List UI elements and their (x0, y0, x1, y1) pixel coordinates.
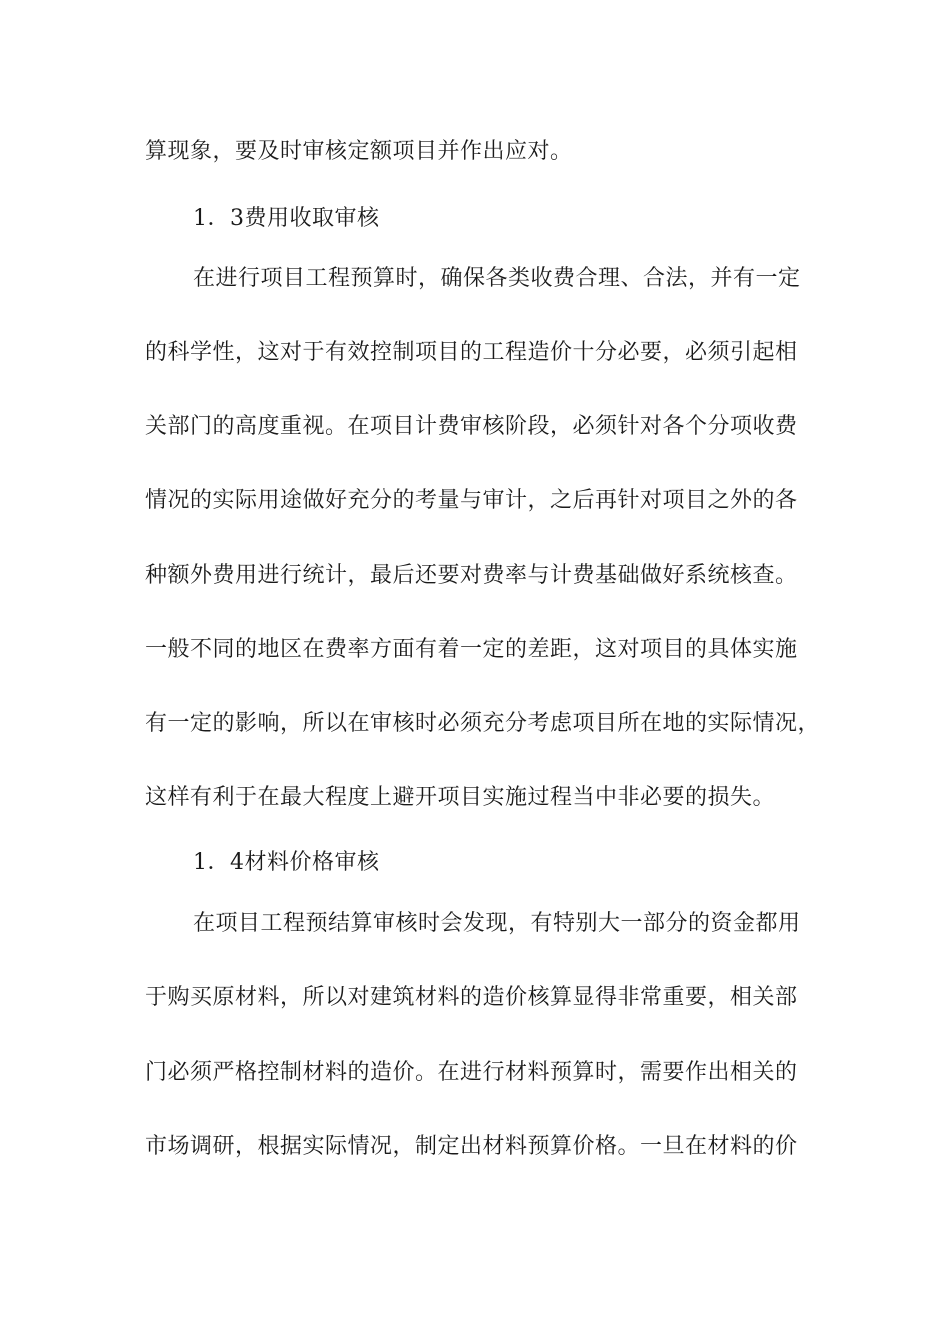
paragraph-line: 算现象，要及时审核定额项目并作出应对。 (145, 139, 573, 164)
paragraph-line: 有一定的影响，所以在审核时必须充分考虑项目所在地的实际情况， (145, 711, 821, 736)
paragraph-line: 于购买原材料，所以对建筑材料的造价核算显得非常重要，相关部 (145, 985, 798, 1010)
section-heading: 1．4材料价格审核 (193, 850, 380, 875)
section-heading: 1．3费用收取审核 (193, 206, 380, 231)
paragraph-line: 种额外费用进行统计，最后还要对费率与计费基础做好系统核查。 (145, 563, 798, 588)
paragraph-line: 门必须严格控制材料的造价。在进行材料预算时，需要作出相关的 (145, 1060, 798, 1085)
paragraph-line: 的科学性，这对于有效控制项目的工程造价十分必要，必须引起相 (145, 340, 798, 365)
paragraph-line: 在项目工程预结算审核时会发现，有特别大一部分的资金都用 (193, 911, 801, 936)
paragraph-line: 这样有利于在最大程度上避开项目实施过程当中非必要的损失。 (145, 785, 776, 810)
paragraph-line: 情况的实际用途做好充分的考量与审计，之后再针对项目之外的各 (145, 488, 798, 513)
paragraph-line: 关部门的高度重视。在项目计费审核阶段，必须针对各个分项收费 (145, 414, 798, 439)
paragraph-line: 在进行项目工程预算时，确保各类收费合理、合法，并有一定 (193, 266, 801, 291)
paragraph-line: 一般不同的地区在费率方面有着一定的差距，这对项目的具体实施 (145, 637, 798, 662)
paragraph-line: 市场调研，根据实际情况，制定出材料预算价格。一旦在材料的价 (145, 1134, 798, 1159)
